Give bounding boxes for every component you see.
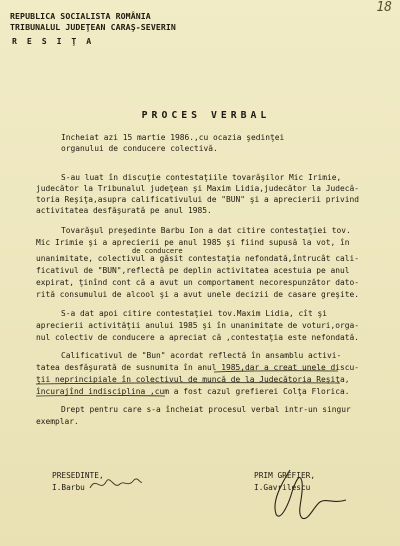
p1-line-2: judecător la Tribunalul judeţean şi Maxim Lidia,judecător la Judecă- xyxy=(36,184,360,193)
p3-line-2: aprecierii activităţii anului 1985 şi în unanimitate de voturi,orga- xyxy=(36,321,360,330)
p2-line-3: unanimitate, colectivul a găsit contestaţia nefondată,întrucât cali- xyxy=(36,254,360,263)
letterhead-line-2: TRIBUNALUL JUDEŢEAN CARAŞ-SEVERIN xyxy=(10,21,176,32)
clerk-name: I.Gavrilescu xyxy=(254,483,311,492)
intro-line-1: Incheiat azi 15 martie 1986.,cu ocazia şedinţei xyxy=(61,133,285,142)
p3-line-3: nul colectiv de conducere a apreciat că ,contestaţia este nefondată. xyxy=(36,333,360,342)
p5-line-1: Drept pentru care s-a încheiat procesul verbal intr-un singur xyxy=(61,405,351,414)
p2-insert: de conducere xyxy=(132,247,183,255)
corner-handwritten-mark: 18 xyxy=(376,0,392,15)
clerk-title: PRIM GREFIER, xyxy=(254,471,316,480)
p1-line-3: toria Reşiţa,asupra calificativului de "BUN" şi a aprecierii privind xyxy=(36,195,360,204)
letterhead-line-3: R E S I Ţ A xyxy=(12,36,94,46)
p2-line-1: Tovarăşul preşedinte Barbu Ion a dat citire contestaţiei tov. xyxy=(61,226,351,235)
clerk-signature-scribble xyxy=(262,462,352,524)
p1-line-1: S-au luat în discuţie contestaţiile tovarăşilor Mic Irimie, xyxy=(61,173,342,182)
p2-line-5: expirat, ţinînd cont că a avut un comportament necorespunzător dato- xyxy=(36,278,360,287)
p1-line-4: activitatea desfăşurată pe anul 1985. xyxy=(36,206,212,215)
p2-line-2: Mic Irimie şi a aprecierii pe anul 1985 şi fiind supusă la vot, în xyxy=(36,238,350,247)
president-name: I.Barbu xyxy=(52,483,85,492)
p4-line-2: tatea desfăşurată de susnumita în anul 1985,dar a creat unele discu- xyxy=(36,363,360,372)
p2-line-4: ficativul de "BUN",reflectă pe deplin activitatea acestuia pe anul xyxy=(36,266,350,275)
president-signature-scribble xyxy=(86,470,146,500)
p4-line-4: încurajînd indisciplina ,cum a fost cazul grefierei Colţa Florica. xyxy=(36,387,350,396)
document-title: PROCES VERBAL xyxy=(141,110,271,121)
p4-line-3: ţii neprincipiale în colectivul de muncă de la Judecătoria Reşiţa, xyxy=(36,375,350,384)
intro-line-2: organului de conducere colectivă. xyxy=(61,144,218,153)
letterhead-line-1: REPUBLICA SOCIALISTA ROMÂNIA xyxy=(10,11,151,21)
p2-line-6: rită consumului de alcool şi a avut unele decizii de casare greşite. xyxy=(36,290,360,299)
p4-line-1: Calificativul de "Bun" acordat reflectă în ansamblu activi- xyxy=(61,351,342,360)
p5-line-2: exemplar. xyxy=(36,417,79,426)
president-title: PRESEDINTE, xyxy=(52,471,104,480)
p3-line-1: S-a dat apoi citire contestaţiei tov.Maxim Lidia, cît şi xyxy=(61,309,328,318)
